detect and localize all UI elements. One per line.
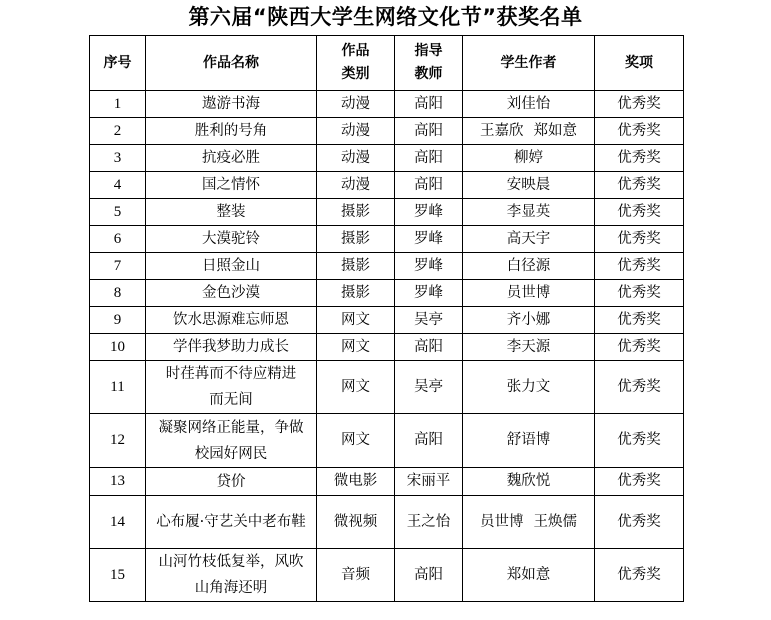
cell-advisor: 高阳 (395, 145, 463, 172)
work-name-text: 山河竹枝低复举，风吹山角海还明 (158, 554, 304, 596)
cell-award: 优秀奖 (595, 549, 684, 602)
cell-work-name (146, 199, 317, 226)
cell-work-name (146, 145, 317, 172)
cell-work-name (146, 118, 317, 145)
cell-authors (463, 199, 595, 226)
author-name: 舒语博 (506, 432, 551, 448)
header-advisor-line1: 指导 (414, 43, 443, 59)
work-name-text: 饮水思源难忘师恩 (173, 312, 289, 328)
cell-advisor: 高阳 (395, 118, 463, 145)
cell-category: 动漫 (317, 145, 395, 172)
cell-authors (463, 468, 595, 496)
table-row (90, 468, 684, 496)
cell-award: 优秀奖 (595, 468, 684, 496)
table-row (90, 226, 684, 253)
header-advisor-line2: 教师 (414, 66, 443, 82)
cell-authors (463, 226, 595, 253)
work-name-text: 国之情怀 (202, 177, 260, 193)
work-name-text: 大漠驼铃 (202, 231, 260, 247)
author-name: 张力文 (506, 378, 551, 395)
author-list (507, 376, 551, 399)
cell-work-name (146, 226, 317, 253)
cell-award: 优秀奖 (595, 414, 684, 468)
cell-work-name (146, 307, 317, 334)
work-name-text: 金色沙漠 (202, 285, 260, 301)
cell-advisor: 高阳 (395, 334, 463, 361)
cell-advisor: 王之怡 (395, 496, 463, 549)
cell-advisor: 高阳 (395, 172, 463, 199)
author-name: 柳婷 (514, 149, 543, 166)
author-list (507, 228, 551, 251)
cell-category: 网文 (317, 334, 395, 361)
author-list (480, 120, 577, 143)
cell-advisor: 吴亭 (395, 361, 463, 414)
cell-advisor: 罗峰 (395, 226, 463, 253)
work-name-text: 整装 (216, 204, 246, 220)
cell-index: 9 (90, 307, 146, 334)
cell-authors (463, 145, 595, 172)
table-row (90, 496, 684, 549)
cell-category: 动漫 (317, 118, 395, 145)
cell-index: 13 (90, 468, 146, 496)
table-row (90, 91, 684, 118)
cell-category: 动漫 (317, 91, 395, 118)
cell-index: 4 (90, 172, 146, 199)
author-list (507, 336, 551, 359)
cell-authors (463, 118, 595, 145)
header-award: 奖项 (595, 36, 684, 91)
table-row (90, 172, 684, 199)
work-name-text: 遨游书海 (202, 96, 260, 112)
cell-work-name (146, 414, 317, 468)
table-row (90, 307, 684, 334)
cell-index: 7 (90, 253, 146, 280)
table-row (90, 334, 684, 361)
work-name-text: 时荏苒而不待应精进而无间 (165, 366, 297, 408)
cell-authors (463, 280, 595, 307)
author-name: 魏欣悦 (506, 473, 551, 489)
work-name-text: 学伴我梦助力成长 (173, 339, 289, 355)
author-list (514, 147, 543, 170)
table-row (90, 549, 684, 602)
author-list (507, 93, 551, 116)
author-name: 王焕儒 (533, 513, 577, 530)
cell-award: 优秀奖 (595, 496, 684, 549)
work-name-text: 日照金山 (202, 258, 260, 274)
cell-award: 优秀奖 (595, 280, 684, 307)
author-list (507, 429, 551, 452)
author-list (507, 282, 551, 305)
cell-index: 1 (90, 91, 146, 118)
cell-authors (463, 361, 595, 414)
cell-index: 6 (90, 226, 146, 253)
table-row (90, 280, 684, 307)
author-list (507, 564, 551, 587)
cell-award: 优秀奖 (595, 253, 684, 280)
header-category-line2: 类别 (341, 66, 370, 82)
cell-award: 优秀奖 (595, 226, 684, 253)
table-row (90, 414, 684, 468)
cell-authors (463, 253, 595, 280)
cell-authors (463, 414, 595, 468)
cell-category: 音频 (317, 549, 395, 602)
cell-index: 11 (90, 361, 146, 414)
cell-advisor: 宋丽平 (395, 468, 463, 496)
header-category (317, 36, 395, 91)
author-name: 李显英 (506, 203, 551, 220)
cell-work-name (146, 334, 317, 361)
author-list (507, 255, 551, 278)
author-name: 员世博 (506, 284, 551, 301)
work-name-text: 抗疫必胜 (202, 150, 260, 166)
cell-advisor: 罗峰 (395, 253, 463, 280)
cell-authors (463, 496, 595, 549)
cell-award: 优秀奖 (595, 307, 684, 334)
author-list (480, 511, 577, 534)
cell-category: 微视频 (317, 496, 395, 549)
cell-index: 10 (90, 334, 146, 361)
author-name: 郑如意 (533, 122, 577, 139)
author-name: 齐小娜 (506, 311, 551, 328)
table-row (90, 145, 684, 172)
cell-work-name (146, 496, 317, 549)
table-row (90, 253, 684, 280)
cell-category: 动漫 (317, 172, 395, 199)
author-list (507, 309, 551, 332)
cell-award: 优秀奖 (595, 172, 684, 199)
cell-index: 15 (90, 549, 146, 602)
author-list (507, 174, 551, 197)
cell-authors (463, 307, 595, 334)
table-row (90, 199, 684, 226)
cell-index: 2 (90, 118, 146, 145)
cell-work-name (146, 468, 317, 496)
cell-advisor: 罗峰 (395, 280, 463, 307)
cell-advisor: 高阳 (395, 414, 463, 468)
cell-category: 网文 (317, 361, 395, 414)
header-category-line1: 作品 (341, 43, 370, 59)
cell-category: 网文 (317, 414, 395, 468)
author-name: 高天宇 (506, 230, 551, 247)
cell-work-name (146, 549, 317, 602)
author-name: 员世博 (480, 513, 524, 530)
author-name: 刘佳怡 (506, 95, 551, 112)
cell-category: 网文 (317, 307, 395, 334)
table-row (90, 361, 684, 414)
cell-category: 摄影 (317, 280, 395, 307)
cell-advisor: 罗峰 (395, 199, 463, 226)
cell-index: 5 (90, 199, 146, 226)
cell-work-name (146, 361, 317, 414)
cell-award: 优秀奖 (595, 118, 684, 145)
work-name-text: 凝聚网络正能量，争做校园好网民 (158, 419, 304, 462)
cell-index: 3 (90, 145, 146, 172)
award-table (89, 35, 684, 602)
header-authors: 学生作者 (463, 36, 595, 91)
author-name: 王嘉欣 (480, 122, 524, 139)
cell-award: 优秀奖 (595, 145, 684, 172)
author-name: 李天源 (506, 338, 551, 355)
work-name-text: 心布履·守艺关中老布鞋 (156, 514, 306, 530)
cell-advisor: 高阳 (395, 549, 463, 602)
cell-index: 8 (90, 280, 146, 307)
page-title: 第六届“陕西大学生网络文化节”获奖名单 (188, 5, 583, 29)
work-name-text: 贷价 (216, 473, 246, 490)
table-header-row (90, 36, 684, 91)
cell-award: 优秀奖 (595, 199, 684, 226)
cell-index: 14 (90, 496, 146, 549)
header-index: 序号 (90, 36, 146, 91)
cell-work-name (146, 172, 317, 199)
author-name: 白径源 (506, 257, 551, 274)
cell-work-name (146, 280, 317, 307)
cell-category: 摄影 (317, 253, 395, 280)
cell-advisor: 吴亭 (395, 307, 463, 334)
table-body (90, 91, 684, 602)
cell-authors (463, 334, 595, 361)
cell-category: 摄影 (317, 226, 395, 253)
cell-index: 12 (90, 414, 146, 468)
cell-award: 优秀奖 (595, 361, 684, 414)
cell-work-name (146, 91, 317, 118)
header-work-name: 作品名称 (146, 36, 317, 91)
work-name-text: 胜利的号角 (194, 123, 268, 139)
cell-authors (463, 172, 595, 199)
cell-authors (463, 549, 595, 602)
author-list (507, 201, 551, 224)
cell-category: 摄影 (317, 199, 395, 226)
cell-advisor: 高阳 (395, 91, 463, 118)
author-name: 安映晨 (506, 176, 551, 193)
header-advisor (395, 36, 463, 91)
cell-award: 优秀奖 (595, 334, 684, 361)
author-list (507, 470, 551, 493)
cell-authors (463, 91, 595, 118)
cell-work-name (146, 253, 317, 280)
table-row (90, 118, 684, 145)
cell-award: 优秀奖 (595, 91, 684, 118)
author-name: 郑如意 (506, 566, 551, 583)
cell-category: 微电影 (317, 468, 395, 496)
